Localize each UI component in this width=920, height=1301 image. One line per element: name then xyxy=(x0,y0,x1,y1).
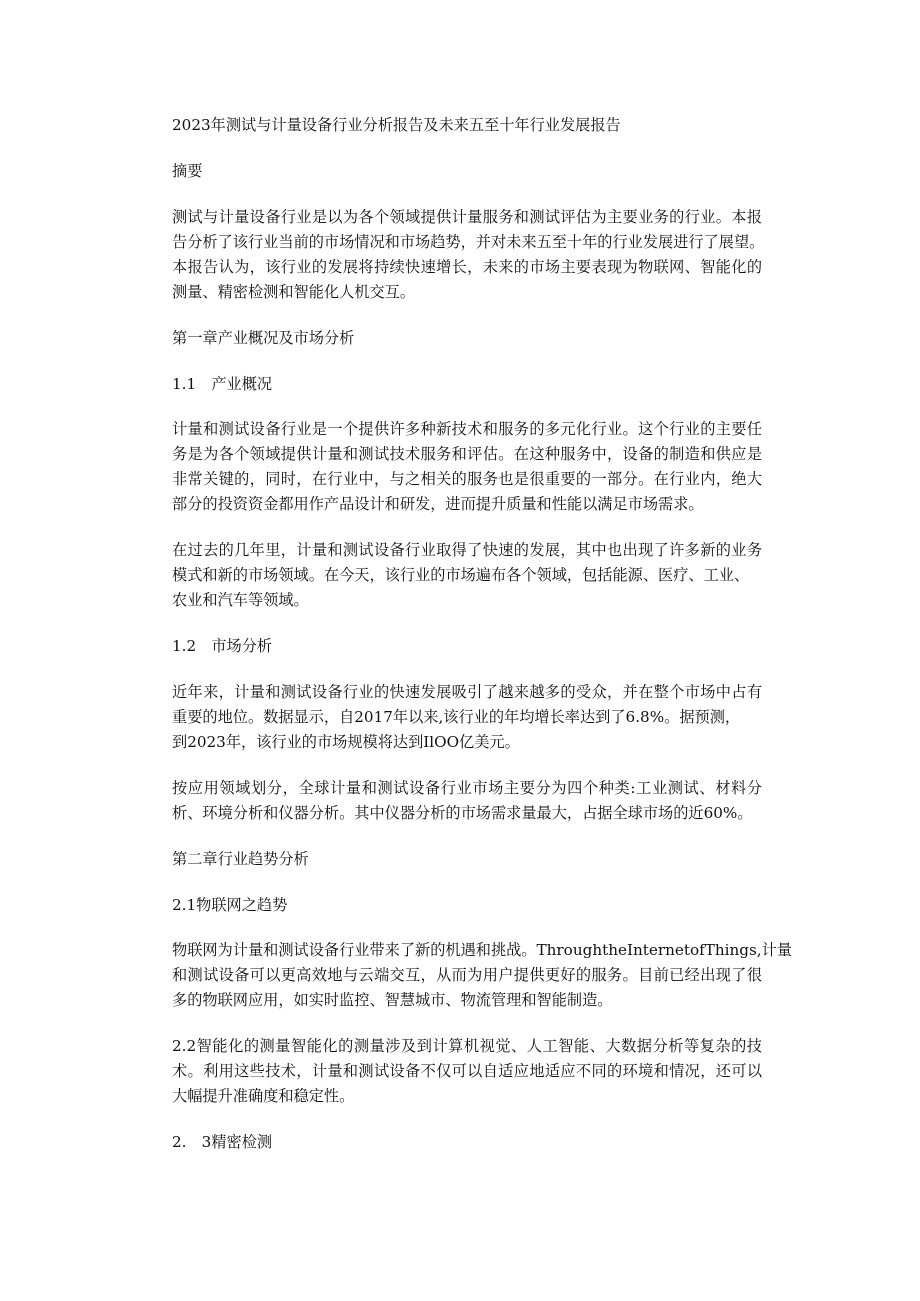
paragraph-line: 2.2智能化的测量智能化的测量涉及到计算机视觉、人工智能、大数据分析等复杂的技 xyxy=(172,1037,762,1055)
paragraph-line: 务是为各个领域提供计量和测试技术服务和评估。在这种服务中，设备的制造和供应是 xyxy=(172,445,762,463)
paragraph-line: 近年来，计量和测试设备行业的快速发展吸引了越来越多的受众，并在整个市场中占有 xyxy=(172,683,762,701)
chapter-1-heading: 第一章产业概况及市场分析 xyxy=(172,329,355,347)
paragraph-line: 农业和汽车等领域。 xyxy=(172,591,309,609)
section-1-2-heading: 1.2 市场分析 xyxy=(172,637,273,655)
chapter-2-heading: 第二章行业趋势分析 xyxy=(172,850,309,868)
abstract-line: 测量、精密检测和智能化人机交互。 xyxy=(172,283,415,301)
paragraph-line: 非常关键的，同时，在行业中，与之相关的服务也是很重要的一部分。在行业内，绝大 xyxy=(172,470,762,488)
paragraph-line: 术。利用这些技术，计量和测试设备不仅可以自适应地适应不同的环境和情况，还可以 xyxy=(172,1062,762,1080)
paragraph-line: 计量和测试设备行业是一个提供许多种新技术和服务的多元化行业。这个行业的主要任 xyxy=(172,420,762,438)
section-2-1-heading: 2.1物联网之趋势 xyxy=(172,896,288,914)
paragraph-line: 析、环境分析和仪器分析。其中仪器分析的市场需求量最大，占据全球市场的近60%。 xyxy=(172,804,753,822)
abstract-heading: 摘要 xyxy=(172,162,203,180)
paragraph-line: 部分的投资资金都用作产品设计和研发，进而提升质量和性能以满足市场需求。 xyxy=(172,495,704,513)
abstract-line: 测试与计量设备行业是以为各个领域提供计量服务和测试评估为主要业务的行业。本报 xyxy=(172,208,762,226)
section-1-1-heading: 1.1 产业概况 xyxy=(172,375,273,393)
paragraph-line: 大幅提升准确度和稳定性。 xyxy=(172,1087,355,1105)
paragraph-line: 物联网为计量和测试设备行业带来了新的机遇和挑战。ThroughtheInternetofThings,计量 xyxy=(172,941,793,959)
paragraph-line: 在过去的几年里，计量和测试设备行业取得了快速的发展，其中也出现了许多新的业务 xyxy=(172,541,762,559)
section-2-3-heading: 2. 3精密检测 xyxy=(172,1133,273,1151)
paragraph-line: 到2023年，该行业的市场规模将达到IlOO亿美元。 xyxy=(172,733,520,751)
paragraph-line: 多的物联网应用，如实时监控、智慧城市、物流管理和智能制造。 xyxy=(172,991,613,1009)
paragraph-line: 和测试设备可以更高效地与云端交互，从而为用户提供更好的服务。目前已经出现了很 xyxy=(172,966,762,984)
document-title: 2023年测试与计量设备行业分析报告及未来五至十年行业发展报告 xyxy=(172,116,621,134)
paragraph-line: 重要的地位。数据显示，自2017年以来,该行业的年均增长率达到了6.8%。据预测， xyxy=(172,708,741,726)
paragraph-line: 模式和新的市场领域。在今天，该行业的市场遍布各个领域，包括能源、医疗、工业、 xyxy=(172,566,750,584)
paragraph-line: 按应用领域划分，全球计量和测试设备行业市场主要分为四个种类:工业测试、材料分 xyxy=(172,779,762,797)
abstract-line: 本报告认为，该行业的发展将持续快速增长，未来的市场主要表现为物联网、智能化的 xyxy=(172,258,762,276)
abstract-line: 告分析了该行业当前的市场情况和市场趋势，并对未来五至十年的行业发展进行了展望。 xyxy=(172,233,765,251)
